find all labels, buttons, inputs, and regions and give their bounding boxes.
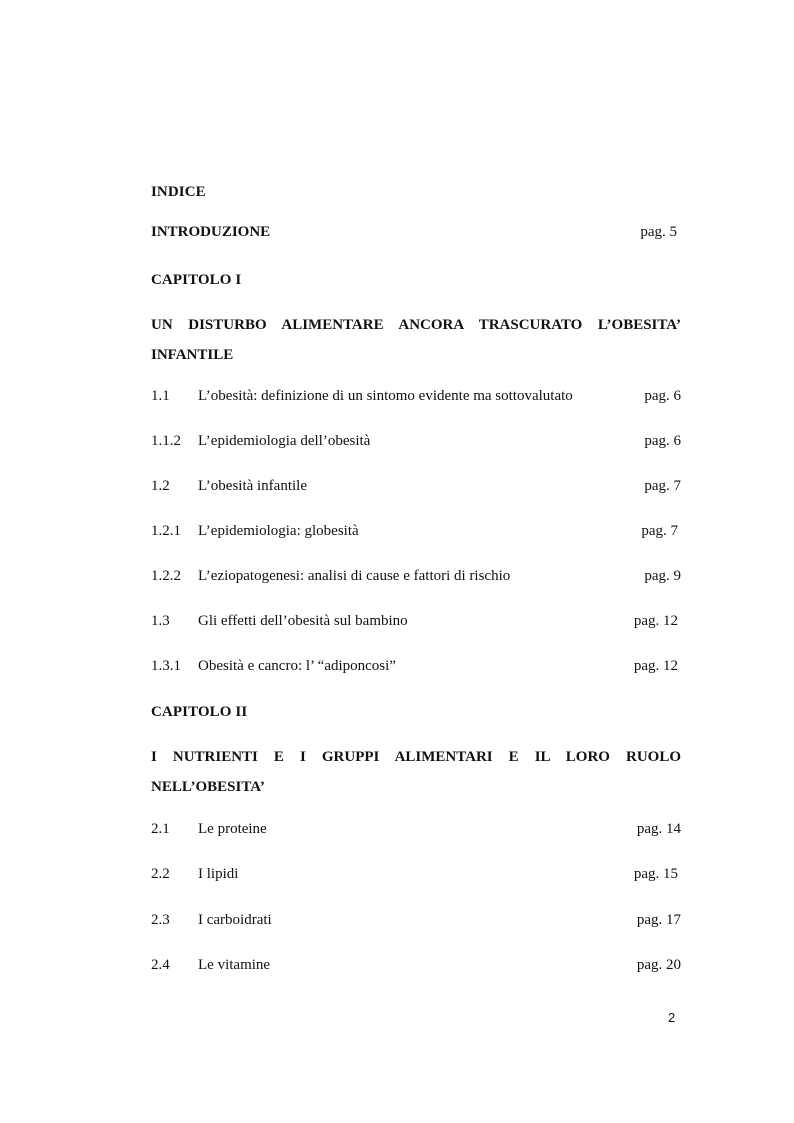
- toc-entry-introduction[interactable]: [151, 224, 681, 246]
- chapter-2-title: [151, 742, 681, 802]
- toc-entry-page: pag. 20: [636, 957, 681, 973]
- toc-entry-title: INTRODUZIONE: [151, 224, 271, 240]
- toc-entry-page: pag. 7: [644, 478, 681, 494]
- toc-entry-page: pag. 5: [640, 224, 677, 240]
- toc-entry-number: 1.1.2: [151, 433, 181, 449]
- toc-entry-number: 1.1: [151, 388, 170, 404]
- toc-entry-number: 1.2.2: [151, 568, 181, 584]
- toc-entry-title: L’epidemiologia dell’obesità: [198, 433, 371, 449]
- toc-entry[interactable]: [151, 658, 681, 680]
- toc-entry[interactable]: [151, 821, 681, 843]
- chapter-1-title-line-2: INFANTILE: [151, 347, 234, 363]
- toc-entry-page: pag. 7: [641, 523, 678, 539]
- chapter-2-label: CAPITOLO II: [151, 704, 248, 720]
- toc-entry-number: 1.3.1: [151, 658, 181, 674]
- toc-entry[interactable]: [151, 957, 681, 979]
- toc-entry-title: Obesità e cancro: l’ “adiponcosi”: [198, 658, 396, 674]
- toc-entry-page: pag. 12: [633, 613, 678, 629]
- toc-entry[interactable]: [151, 523, 681, 545]
- index-title: INDICE: [151, 184, 206, 200]
- toc-entry-number: 2.3: [151, 912, 170, 928]
- toc-entry-page: pag. 12: [633, 658, 678, 674]
- toc-entry-title: L’eziopatogenesi: analisi di cause e fattori di rischio: [198, 568, 511, 584]
- toc-entry-number: 2.2: [151, 866, 170, 882]
- chapter-1-label: CAPITOLO I: [151, 272, 242, 288]
- toc-entry[interactable]: [151, 613, 681, 635]
- chapter-2-title-line-1: I NUTRIENTI E I GRUPPI ALIMENTARI E IL LORO RUOLO: [151, 749, 681, 765]
- toc-entry-number: 2.1: [151, 821, 170, 837]
- toc-entry-page: pag. 6: [644, 433, 681, 449]
- toc-entry-page: pag. 15: [633, 866, 678, 882]
- toc-entry-page: pag. 14: [636, 821, 681, 837]
- toc-entry[interactable]: [151, 568, 681, 590]
- toc-entry-title: I lipidi: [198, 866, 239, 882]
- toc-entry-number: 1.2.1: [151, 523, 181, 539]
- toc-entry-page: pag. 6: [644, 388, 681, 404]
- toc-entry-title: Le vitamine: [198, 957, 271, 973]
- page-number: 2: [668, 1010, 676, 1025]
- toc-entry-page: pag. 17: [636, 912, 681, 928]
- toc-entry-title: Le proteine: [198, 821, 267, 837]
- toc-entry-title: I carboidrati: [198, 912, 272, 928]
- toc-entry[interactable]: [151, 912, 681, 934]
- chapter-2-title-line-2: NELL’OBESITA’: [151, 779, 265, 795]
- chapter-1-title: [151, 310, 681, 370]
- toc-entry-title: L’epidemiologia: globesità: [198, 523, 359, 539]
- chapter-1-title-line-1: UN DISTURBO ALIMENTARE ANCORA TRASCURATO L’OBESITA’: [151, 317, 681, 333]
- toc-entry[interactable]: [151, 478, 681, 500]
- toc-entry-number: 2.4: [151, 957, 170, 973]
- toc-entry[interactable]: [151, 433, 681, 455]
- toc-entry-number: 1.2: [151, 478, 170, 494]
- toc-entry-title: Gli effetti dell’obesità sul bambino: [198, 613, 408, 629]
- toc-entry[interactable]: [151, 866, 681, 888]
- toc-entry-title: L’obesità: definizione di un sintomo evidente ma sottovalutato: [198, 388, 573, 404]
- toc-entry-page: pag. 9: [644, 568, 681, 584]
- toc-entry-title: L’obesità infantile: [198, 478, 307, 494]
- toc-entry[interactable]: [151, 388, 681, 410]
- toc-entry-number: 1.3: [151, 613, 170, 629]
